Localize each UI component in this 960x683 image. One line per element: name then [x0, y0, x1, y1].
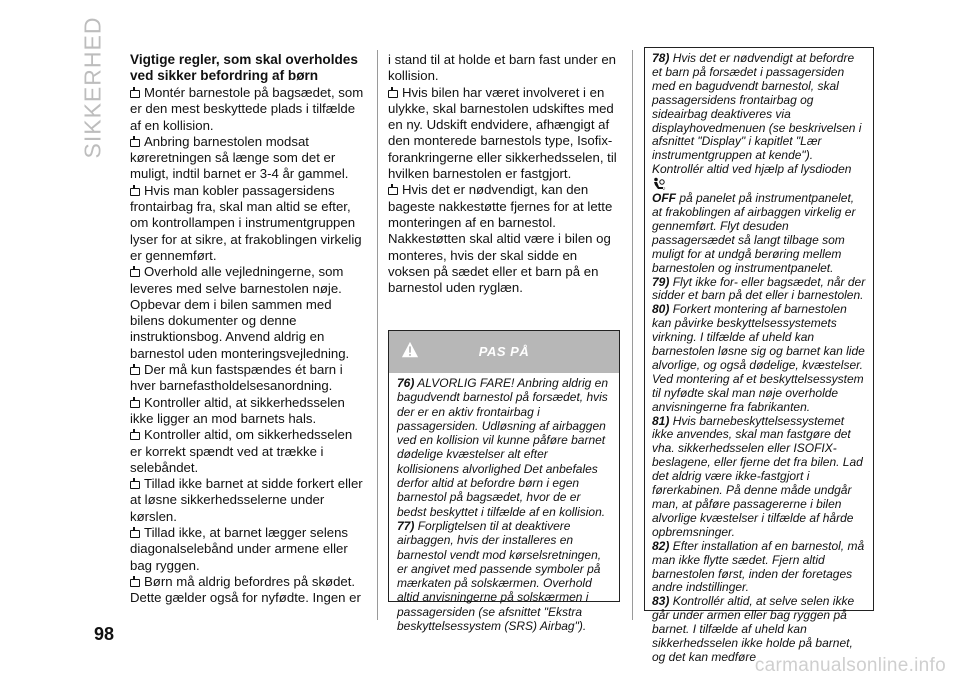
note-item: 81) Hvis barnebeskyttelsessystemet ikke anvendes, skal man fastgøre det vha. sikkerhedsselen eller ISOFIX-beslagene, eller fjerne det fra bilen. Lad det aldrig være ikke-fastgjort i førerkabinen. På denne måde undgår man, at påføre passagererne i bilen alvorlige kvæstelser i tilfælde af hårde opbremsninger. [652, 413, 863, 539]
notes-body [645, 48, 873, 665]
list-item: Tillad ikke barnet at sidde forkert eller at løsne sikkerhedsselerne under kørslen. [130, 476, 363, 524]
list-item: Der må kun fastspændes ét barn i hver barnefastholdelsesanordning. [130, 362, 343, 394]
note-item: 82) Efter installation af en barnestol, må man ikke flytte sædet. Fjern altid barnestolen først, inden der foretages andre indstillinger. [652, 538, 865, 595]
list-item: Hvis man kobler passagersidens frontairbag fra, skal man altid se efter, om kontrollampen i instrumentgruppen lyser for at sikre, at frakoblingen virkelig er gennemført. [130, 182, 362, 263]
list-item: Børn må aldrig befordres på skødet. Dette gælder også for nyfødte. Ingen er [130, 573, 361, 606]
list-item: Hvis det er nødvendigt, kan den bageste nakkestøtte fjernes for at lette monteringen af en barnestol. Nakkestøtten skal altid være i bilen og monteres, hvis der skal sidde en voksen på sædet eller et barn på en barnestol uden ryglæn. [388, 182, 613, 296]
airbag-passenger-icon [652, 177, 666, 190]
bullet-icon [388, 88, 398, 96]
list-item: Tillad ikke, at barnet lægger selens diagonalselebånd under armene eller bag ryggen. [130, 525, 349, 573]
warning-box [388, 330, 620, 634]
column-middle [388, 52, 620, 296]
bullet-icon [130, 267, 140, 275]
note-item: 83) Kontrollér altid, at selve selen ikke går under armen eller bag ryggen på barnet. I tilfælde af uheld kan sikkerhedsselen ikke holde på barnet, og det kan medføre [652, 594, 855, 664]
column-divider [632, 50, 633, 620]
warning-header [389, 331, 619, 373]
bullet-icon [388, 185, 398, 193]
bullet-icon [130, 430, 140, 438]
notes-box [644, 47, 874, 664]
bullet-icon [130, 528, 140, 536]
list-item: Montér barnestole på bagsædet, som er den mest beskyttede plads i tilfælde af en kollision. [130, 85, 364, 133]
list-item: Kontroller altid, at sikkerhedsselen ikke ligger an mod barnets hals. [130, 394, 345, 426]
warning-item: 76) ALVORLIG FARE! Anbring aldrig en bagudvendt barnestol på forsædet, hvis der er en aktiv frontairbag i passagersiden. Udløsning af airbaggen ved en kollision vil kunne påføre barnet dødelige kvæstelser alt efter kollisionens alvorlighed Det anbefales derfor altid at befordre børn i egen barnestol på bagsædet, hvor de er bedst beskyttet i tilfælde af en kollision. [397, 376, 608, 519]
bullet-icon [130, 137, 140, 145]
bullet-icon [130, 88, 140, 96]
bullet-icon [130, 186, 140, 194]
column-divider [377, 50, 378, 620]
note-item: 79) Flyt ikke for- eller bagsædet, når der sidder et barn på det eller i barnestolen. [652, 274, 866, 303]
page-number: 98 [94, 624, 115, 644]
watermark: carmanualsonline.info [754, 655, 946, 676]
list-item: Kontroller altid, om sikkerhedsselen er korrekt spændt ved at trække i selebåndet. [130, 427, 353, 475]
section-tab [78, 16, 108, 160]
continuation-text: i stand til at holde et barn fast under en kollision. [388, 52, 616, 84]
column-left [130, 52, 364, 607]
list-item: Anbring barnestolen modsat køreretningen så længe som det er muligt, indtil barnet er 3-4 år gammel. [130, 133, 349, 182]
warning-body [389, 373, 619, 633]
note-item-continued: OFF på panelet på instrumentpanelet, at frakoblingen af airbaggen virkelig er gennemført. Flyt desuden passagersædet så langt tilbage som muligt for at undgå berøring mellem barnestolen og instrumentpanelet. [652, 191, 856, 275]
note-item: 80) Forkert montering af barnestolen kan påvirke beskyttelsessystemets virkning. I tilfælde af uheld kan barnestolen løsne sig og barnet kan lide alvorlige, og også dødelige, kvæstelser. Ved montering af et beskyttelsessystem til nyfødte skal man nøje overholde anvisningerne fra fabrikanten. [652, 302, 865, 414]
warning-title: PAS PÅ [478, 344, 530, 359]
section-heading: Vigtige regler, som skal overholdes ved sikker befordring af børn [130, 52, 358, 83]
list-item: Overhold alle vejledningerne, som leveres med selve barnestolen nøje. Opbevar dem i bilen sammen med bilens dokumenter og denne instruktionsbog. Anvend aldrig en barnestol uden monteringsvejledning. [130, 264, 350, 361]
svg-text:2: 2 [663, 186, 666, 191]
bullet-icon [130, 398, 140, 406]
list-item: Hvis bilen har været involveret i en ulykke, skal barnestolen udskiftes med en ny. Udskift endvidere, afhængigt af den monterede barnestols type, Isofix-forankringerne eller sikkerhedsselen, til hvilken barnestolen er fastgjort. [388, 84, 617, 182]
note-item-continued: Kontrollér altid ved hjælp af lysdioden 2 [652, 162, 852, 191]
bullet-icon [130, 479, 140, 487]
section-tab-label: SIKKERHED [79, 16, 106, 159]
bullet-icon [130, 577, 140, 585]
warning-item: 77) Forpligtelsen til at deaktivere airbaggen, hvis der installeres en barnestol vendt mod kørselsretningen, er angivet med passende symboler på mærkaten på solskærmen. Overhold altid anvisningerne på solskærmen i passagersiden (se afsnittet "Ekstra beskyttelsessystem (SRS) Airbag"). [397, 518, 602, 634]
bullet-icon [130, 365, 140, 373]
note-item: 78) Hvis det er nødvendigt at befordre et barn på forsædet i passagersiden med en bagudvendt barnestol, skal passagersidens frontairbag og sideairbag deaktiveres via displayhovedmenuen (se beskrivelsen i afsnittet "Display" i kapitlet "Lær instrumentgruppen at kende"). [652, 51, 862, 163]
